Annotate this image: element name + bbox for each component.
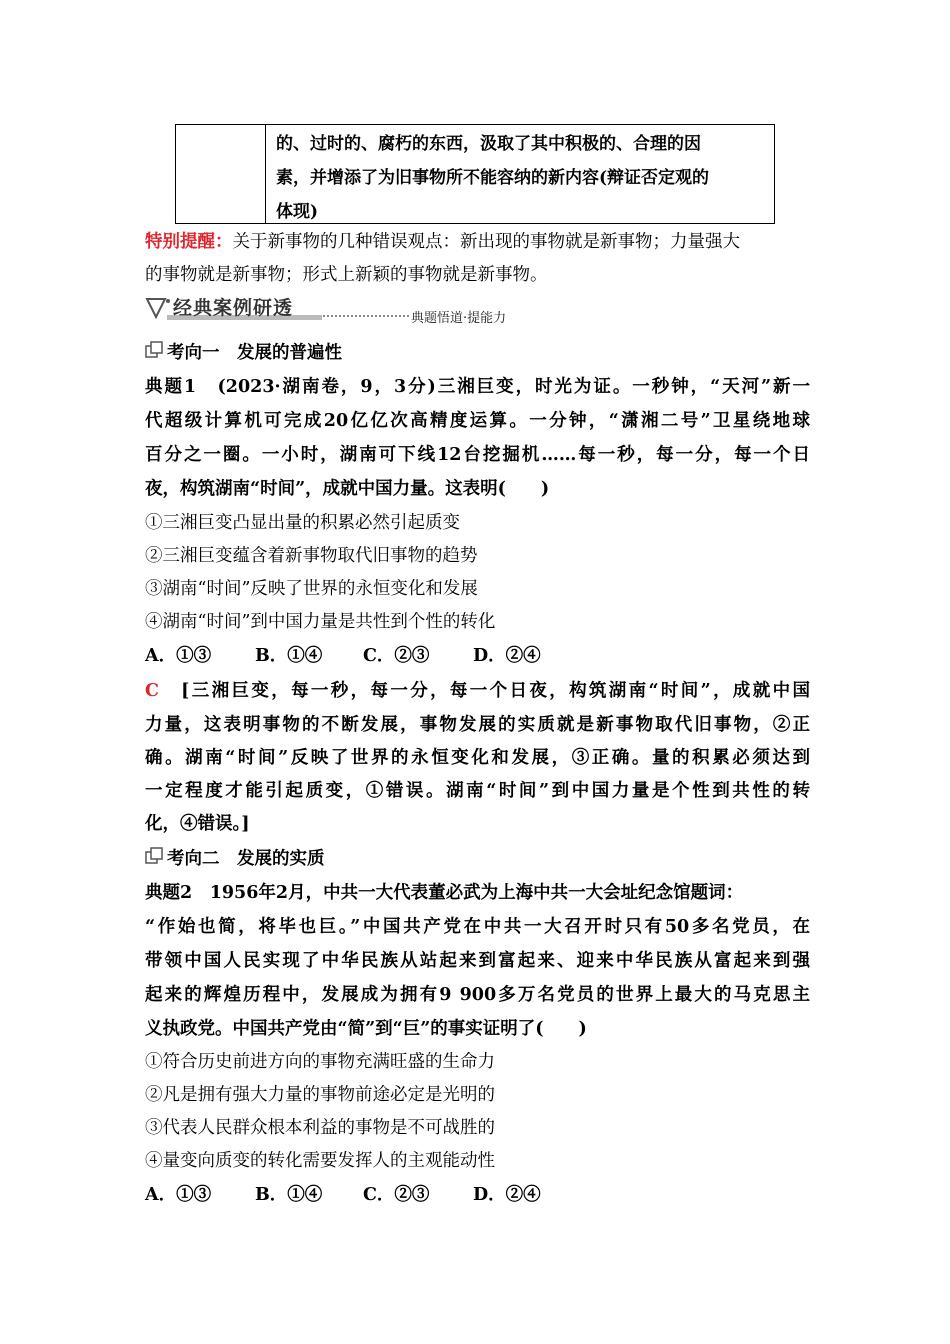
option-item: ③湖南“时间”反映了世界的永恒变化和发展 (145, 579, 478, 599)
question-label: 典题1 (145, 377, 197, 397)
summary-table (175, 124, 775, 224)
question-text: (2023·湖南卷，9，3分)三湘巨变，时光为证。一秒钟，“天河”新一 (217, 377, 811, 397)
question-2-line: 义执政党。中国共产党由“简”到“巨”的事实证明了( ) (145, 1019, 587, 1039)
option-item: ②凡是拥有强大力量的事物前途必定是光明的 (145, 1085, 495, 1105)
choice-d: D．②④ (473, 1185, 541, 1205)
question-1-line (145, 373, 810, 398)
reminder-text-1: 关于新事物的几种错误观点：新出现的事物就是新事物；力量强大 (232, 232, 740, 252)
analysis-line: 化，④错误。] (145, 814, 250, 834)
table-line: 体现) (276, 202, 319, 222)
question-2-line: 起来的辉煌历程中，发展成为拥有9 900多万名党员的世界上最大的马克思主 (145, 985, 810, 1005)
question-2-line (145, 879, 810, 904)
reminder-line-1 (145, 228, 810, 253)
option-item: ②三湘巨变蕴含着新事物取代旧事物的趋势 (145, 546, 478, 566)
choice-c: C．②③ (363, 1185, 430, 1205)
option-item: ④湖南“时间”到中国力量是共性到个性的转化 (145, 612, 496, 632)
analysis-line: 确。湖南“时间”反映了世界的永恒变化和发展，③正确。量的积累必须达到 (145, 748, 810, 768)
reminder-line-2: 的事物就是新事物；形式上新颖的事物就是新事物。 (145, 265, 548, 285)
banner-subtitle: 典题悟道·提能力 (411, 311, 507, 326)
section-square-icon (145, 847, 163, 865)
choices-row (145, 1181, 810, 1206)
banner-dots (323, 315, 409, 317)
question-text: 1956年2月，中共一大代表董必武为上海中共一大会址纪念馆题词： (209, 883, 744, 903)
choice-a: A．①③ (145, 646, 212, 666)
section-banner (145, 293, 545, 327)
analysis-text: [三湘巨变，每一秒，每一分，每一个日夜，构筑湖南“时间”，成就中国 (181, 681, 810, 701)
choice-b: B．①④ (255, 646, 323, 666)
choices-row (145, 642, 810, 667)
question-2-line: 带领中国人民实现了中华民族从站起来到富起来、迎来中华民族从富起来到强 (145, 951, 810, 971)
analysis-line: 一定程度才能引起质变，①错误。湖南“时间”到中国力量是个性到共性的转 (145, 781, 810, 801)
section-title: 考向二 发展的实质 (167, 849, 325, 869)
option-item: ①三湘巨变凸显出量的积累必然引起质变 (145, 513, 460, 533)
table-line: 素，并增添了为旧事物所不能容纳的新内容(辩证否定观的 (276, 168, 710, 188)
analysis-line: 力量，这表明事物的不断发展，事物发展的实质就是新事物取代旧事物，②正 (145, 715, 810, 735)
choice-a: A．①③ (145, 1185, 212, 1205)
choice-b: B．①④ (255, 1185, 323, 1205)
question-1-line: 百分之一圈。一小时，湖南可下线12台挖掘机……每一秒，每一分，每一个日 (145, 445, 810, 465)
table-right-cell (276, 127, 768, 229)
banner-title: 经典案例研透 (173, 297, 294, 319)
option-item: ④量变向质变的转化需要发挥人的主观能动性 (145, 1151, 495, 1171)
option-item: ③代表人民群众根本利益的事物是不可战胜的 (145, 1118, 495, 1138)
reminder-label: 特别提醒： (145, 232, 233, 252)
section-title: 考向一 发展的普遍性 (167, 343, 342, 363)
question-1-line: 夜，构筑湖南“时间”，成就中国力量。这表明( ) (145, 479, 550, 499)
table-line: 的、过时的、腐朽的东西，汲取了其中积极的、合理的因 (276, 134, 701, 154)
option-item: ①符合历史前进方向的事物充满旺盛的生命力 (145, 1052, 495, 1072)
table-left-cell (176, 125, 266, 223)
choice-d: D．②④ (473, 646, 541, 666)
banner-triangle-icon (145, 295, 175, 325)
analysis-line (145, 677, 810, 702)
question-2-line: “作始也简，将毕也巨。”中国共产党在中共一大召开时只有50多名党员，在 (145, 917, 810, 937)
choice-c: C．②③ (363, 646, 430, 666)
question-label: 典题2 (145, 883, 193, 903)
section-square-icon (145, 341, 163, 359)
answer-letter: C (145, 681, 159, 701)
question-1-line: 代超级计算机可完成20亿亿次高精度运算。一分钟，“潇湘二号”卫星绕地球 (145, 411, 810, 431)
